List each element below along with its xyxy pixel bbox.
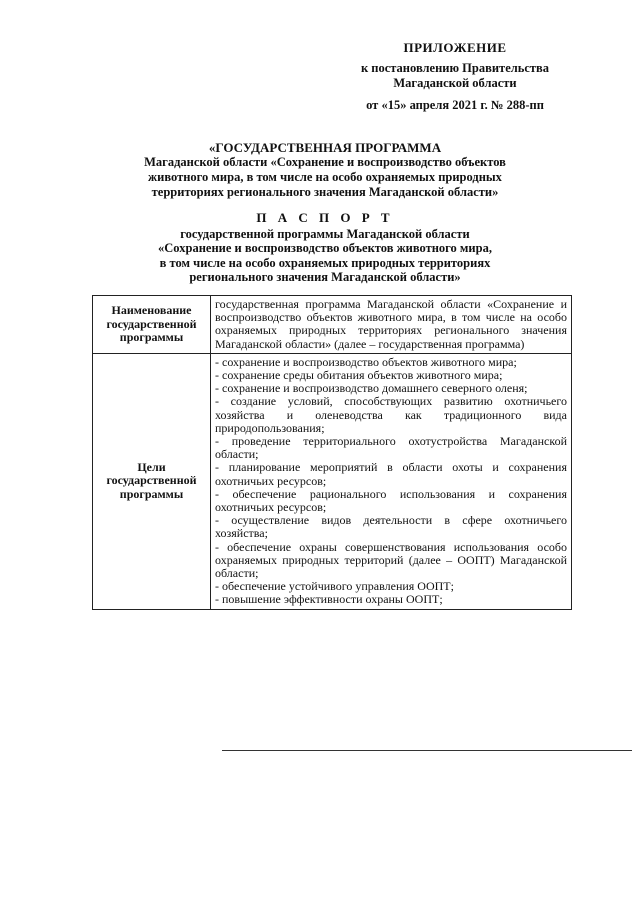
passport-title-block: [80, 211, 570, 285]
list-item: - повышение эффективности охраны ООПТ;: [215, 592, 443, 607]
passport-title: П А С П О Р Т: [256, 210, 394, 225]
list-item: - создание условий, способствующих развитию охотничьего хозяйства и оленеводства как традиционного вида природопользования;: [215, 394, 567, 435]
list-item: - осуществление видов деятельности в сфере охотничьего хозяйства;: [215, 513, 567, 541]
list-item: - сохранение и воспроизводство объектов животного мира;: [215, 354, 517, 369]
list-item: - сохранение и воспроизводство домашнего северного оленя;: [215, 381, 528, 396]
table-row: [93, 353, 572, 609]
program-title-line-3: территориях регионального значения Магаданской области»: [151, 185, 499, 199]
row-label-name: Наименование государственной программы: [93, 296, 211, 354]
list-item: - обеспечение охраны совершенствования использования особо охраняемых природных территорий (далее – ООПТ) Магаданской области;: [215, 539, 567, 581]
program-title-line-2: животного мира, в том числе на особо охраняемых природных: [148, 170, 502, 184]
passport-line-4: регионального значения Магаданской области»: [189, 270, 461, 284]
table-row: [93, 296, 572, 354]
row-label-goals: Цели государственной программы: [93, 353, 211, 609]
appendix-line-2: Магаданской области: [393, 76, 517, 90]
program-title-line-1: Магаданской области «Сохранение и воспроизводство объектов: [144, 155, 506, 169]
program-title: «ГОСУДАРСТВЕННАЯ ПРОГРАММА: [208, 140, 442, 155]
program-title-block: [80, 140, 570, 200]
list-item: - планирование мероприятий в области охоты и сохранения охотничьих ресурсов;: [215, 460, 567, 488]
appendix-heading: ПРИЛОЖЕНИЕ: [403, 40, 507, 55]
row-value-name: государственная программа Магаданской области «Сохранение и воспроизводство объектов животного мира, в том числе на особо охраняемых природных территориях регионального значения Магаданской области» (далее – государственная программа): [211, 296, 572, 354]
appendix-line-1: к постановлению Правительства: [360, 61, 550, 75]
appendix-date: от «15» апреля 2021 г. № 288-пп: [366, 98, 544, 112]
goals-list: [211, 353, 572, 609]
appendix-header: [330, 40, 580, 113]
passport-line-3: в том числе на особо охраняемых природных территориях: [159, 255, 491, 270]
passport-line-1: государственной программы Магаданской области: [180, 226, 470, 241]
list-item: - проведение территориального охотустройства Магаданской области;: [215, 434, 567, 462]
passport-table: [92, 295, 572, 610]
passport-line-2: «Сохранение и воспроизводство объектов животного мира,: [158, 241, 492, 255]
list-item: - обеспечение рационального использования и сохранения охотничьих ресурсов;: [215, 486, 567, 515]
list-item: - сохранение среды обитания объектов животного мира;: [215, 368, 503, 383]
list-item: - обеспечение устойчивого управления ООПТ;: [215, 579, 454, 594]
divider-line: [222, 750, 632, 751]
